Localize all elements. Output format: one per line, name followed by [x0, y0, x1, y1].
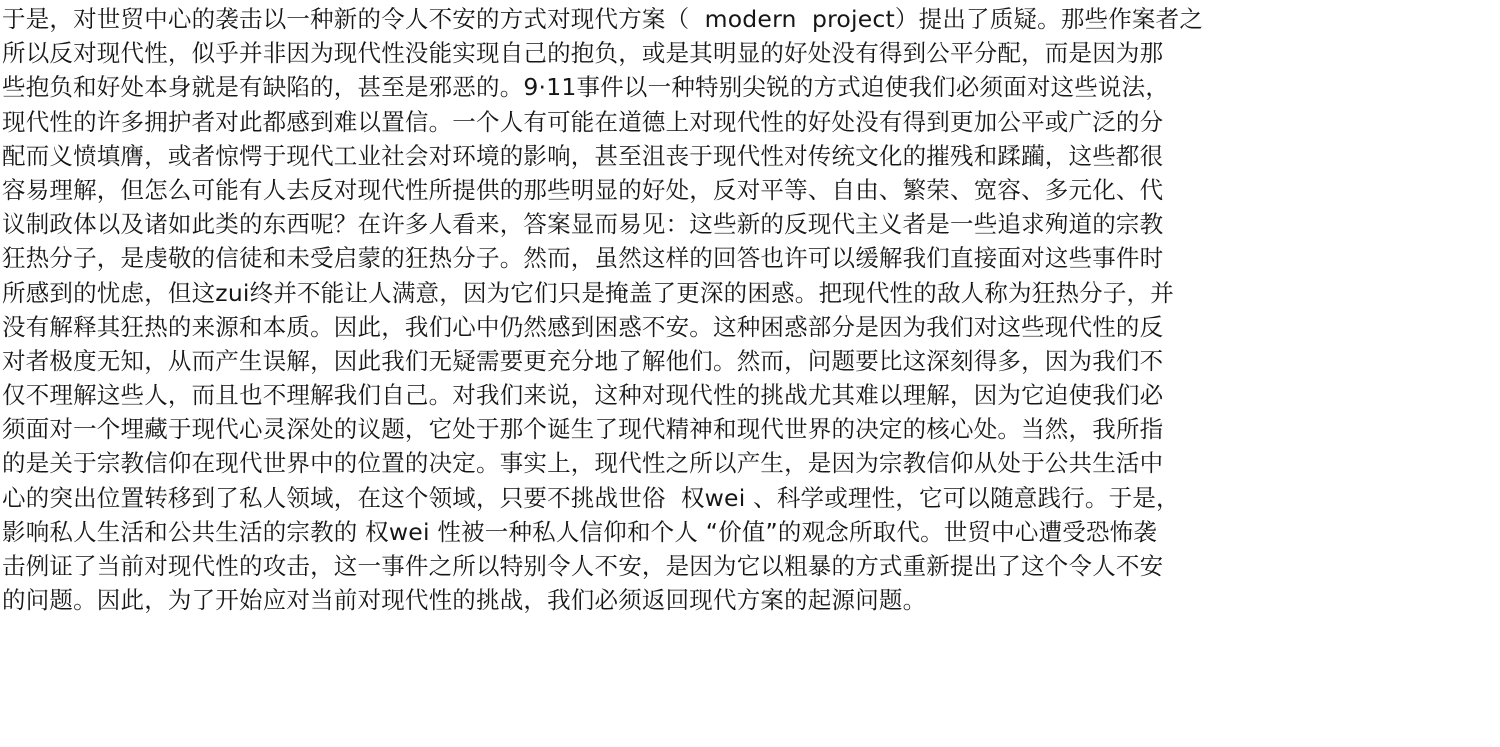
text-line: 配而义愤填膺，或者惊愕于现代工业社会对环境的影响，甚至沮丧于现代性对传统文化的摧残和蹂躏，这些都很 — [2, 141, 1164, 170]
text-line: 对者极度无知，从而产生误解，因此我们无疑需要更充分地了解他们。然而，问题要比这深刻得多，因为我们不 — [2, 346, 1164, 375]
text-line: 没有解释其狂热的来源和本质。因此，我们心中仍然感到困惑不安。这种困惑部分是因为我们对这些现代性的反 — [2, 312, 1164, 341]
text-line: 议制政体以及诸如此类的东西呢？在许多人看来，答案显而易见：这些新的反现代主义者是一些追求殉道的宗教 — [2, 210, 1164, 239]
text-line: 容易理解，但怎么可能有人去反对现代性所提供的那些明显的好处，反对平等、自由、繁荣、宽容、多元化、代 — [2, 175, 1164, 204]
text-line: 仅不理解这些人，而且也不理解我们自己。对我们来说，这种对现代性的挑战尤其难以理解，因为它迫使我们必 — [2, 381, 1164, 410]
text-line: 影响私人生活和公共生活的宗教的 权wei 性被一种私人信仰和个人 “价值”的观念所取代。世贸中心遭受恐怖袭 — [2, 517, 1158, 546]
text-line: 于是，对世贸中心的袭击以一种新的令人不安的方式对现代方案（ modern project）提出了质疑。那些作案者之 — [2, 5, 1204, 33]
document-page — [2, 2, 1498, 745]
text-line: 狂热分子，是虔敬的信徒和未受启蒙的狂热分子。然而，虽然这样的回答也许可以缓解我们直接面对这些事件时 — [2, 244, 1164, 273]
text-line: 所以反对现代性，似乎并非因为现代性没能实现自己的抱负，或是其明显的好处没有得到公平分配，而是因为那 — [2, 39, 1164, 68]
text-line: 所感到的忧虑，但这zui终并不能让人满意，因为它们只是掩盖了更深的困惑。把现代性的敌人称为狂热分子，并 — [2, 278, 1174, 307]
text-line: 些抱负和好处本身就是有缺陷的，甚至是邪恶的。9·11事件以一种特别尖锐的方式迫使我们必须面对这些说法， — [2, 73, 1170, 102]
text-line: 现代性的许多拥护者对此都感到难以置信。一个人有可能在道德上对现代性的好处没有得到更加公平或广泛的分 — [2, 107, 1164, 136]
text-line: 的是关于宗教信仰在现代世界中的位置的决定。事实上，现代性之所以产生，是因为宗教信仰从处于公共生活中 — [2, 449, 1164, 478]
text-line: 心的突出位置转移到了私人领域，在这个领域，只要不挑战世俗 权wei 、科学或理性，它可以随意践行。于是， — [2, 483, 1180, 512]
text-line: 须面对一个埋藏于现代心灵深处的议题，它处于那个诞生了现代精神和现代世界的决定的核心处。当然，我所指 — [2, 415, 1164, 444]
text-line: 击例证了当前对现代性的攻击，这一事件之所以特别令人不安，是因为它以粗暴的方式重新提出了这个令人不安 — [2, 552, 1164, 580]
text-line: 的问题。因此，为了开始应对当前对现代性的挑战，我们必须返回现代方案的起源问题。 — [2, 586, 927, 615]
